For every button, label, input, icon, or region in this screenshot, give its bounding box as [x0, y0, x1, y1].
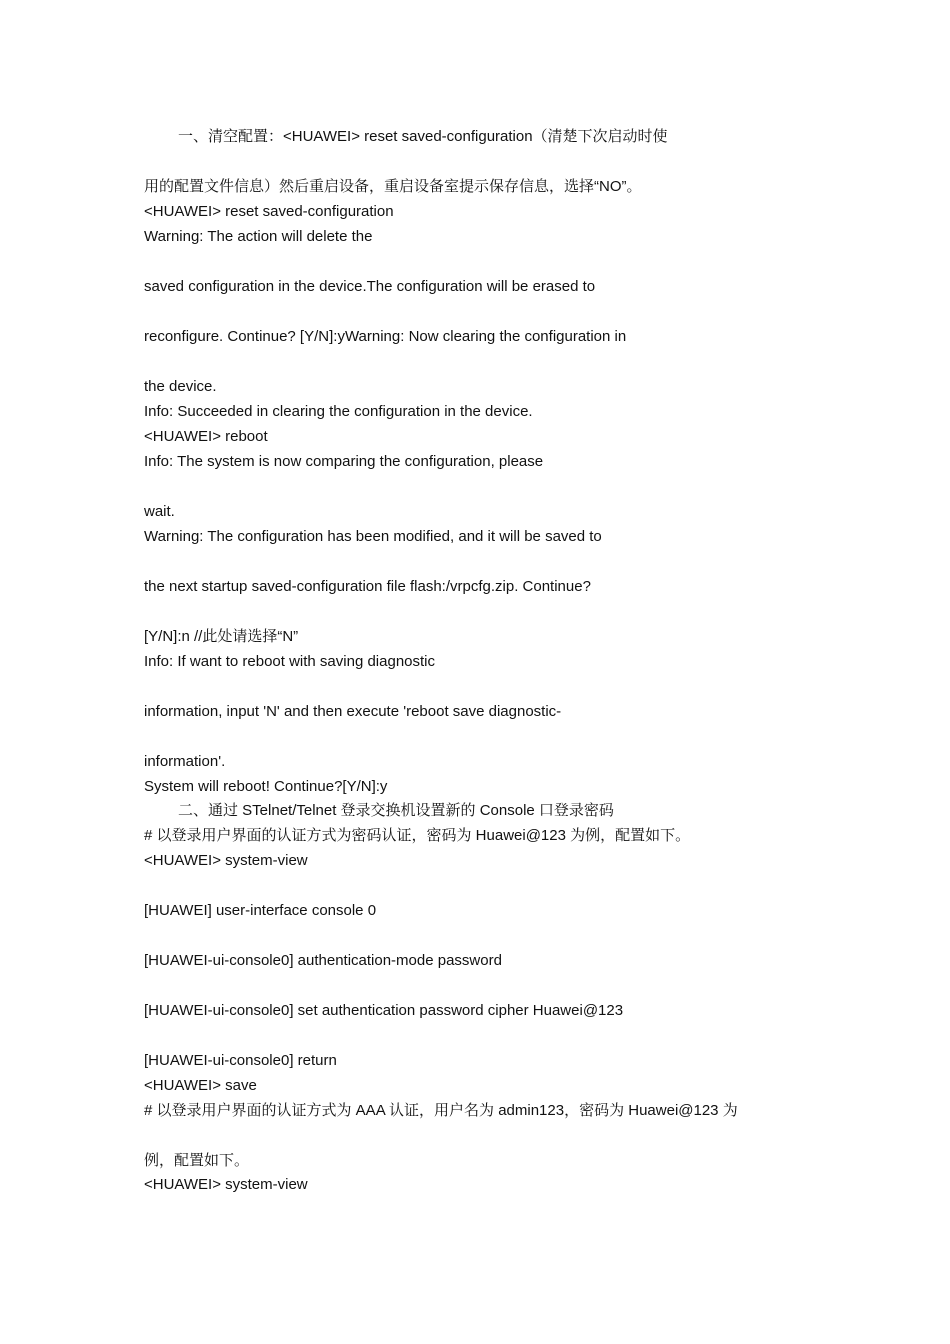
output-line: Info: If want to reboot with saving diagnostic [144, 653, 435, 670]
output-line: System will reboot! Continue?[Y/N]:y [144, 778, 388, 795]
section-heading-clear-config: 一、清空配置：<HUAWEI> reset saved-configuration（清楚下次启动时使 [178, 128, 668, 145]
output-line: saved configuration in the device.The configuration will be erased to [144, 278, 596, 295]
command-line: <HUAWEI> reboot [144, 428, 268, 445]
text-line: 用的配置文件信息）然后重启设备，重启设备室提示保存信息，选择“NO”。 [144, 178, 642, 195]
output-line: Info: The system is now comparing the configuration, please [144, 453, 544, 470]
command-line: <HUAWEI> reset saved-configuration [144, 203, 394, 220]
output-line: the device. [144, 378, 217, 395]
command-line: [HUAWEI-ui-console0] set authentication password cipher Huawei@123 [144, 1002, 624, 1019]
comment-line: # 以登录用户界面的认证方式为 AAA 认证，用户名为 admin123，密码为 Huawei@123 为 [144, 1102, 738, 1119]
output-line: wait. [144, 503, 175, 520]
output-line: Info: Succeeded in clearing the configuration in the device. [144, 403, 533, 420]
command-line: <HUAWEI> system-view [144, 1176, 308, 1193]
command-line: [HUAWEI-ui-console0] return [144, 1052, 337, 1069]
output-line: [Y/N]:n //此处请选择“N” [144, 628, 299, 645]
command-line: <HUAWEI> system-view [144, 852, 308, 869]
output-line: information, input 'N' and then execute 'reboot save diagnostic- [144, 703, 562, 720]
section-heading-console-password: 二、通过 STelnet/Telnet 登录交换机设置新的 Console 口登录密码 [178, 802, 614, 819]
output-line: Warning: The configuration has been modified, and it will be saved to [144, 528, 602, 545]
command-line: <HUAWEI> save [144, 1077, 257, 1094]
output-line: reconfigure. Continue? [Y/N]:yWarning: Now clearing the configuration in [144, 328, 627, 345]
output-line: information'. [144, 753, 226, 770]
output-line: Warning: The action will delete the [144, 228, 373, 245]
comment-line: # 以登录用户界面的认证方式为密码认证，密码为 Huawei@123 为例，配置如下。 [144, 827, 691, 844]
command-line: [HUAWEI] user-interface console 0 [144, 902, 377, 919]
command-line: [HUAWEI-ui-console0] authentication-mode password [144, 952, 502, 969]
comment-line: 例，配置如下。 [144, 1152, 250, 1169]
output-line: the next startup saved-configuration file flash:/vrpcfg.zip. Continue? [144, 578, 591, 595]
